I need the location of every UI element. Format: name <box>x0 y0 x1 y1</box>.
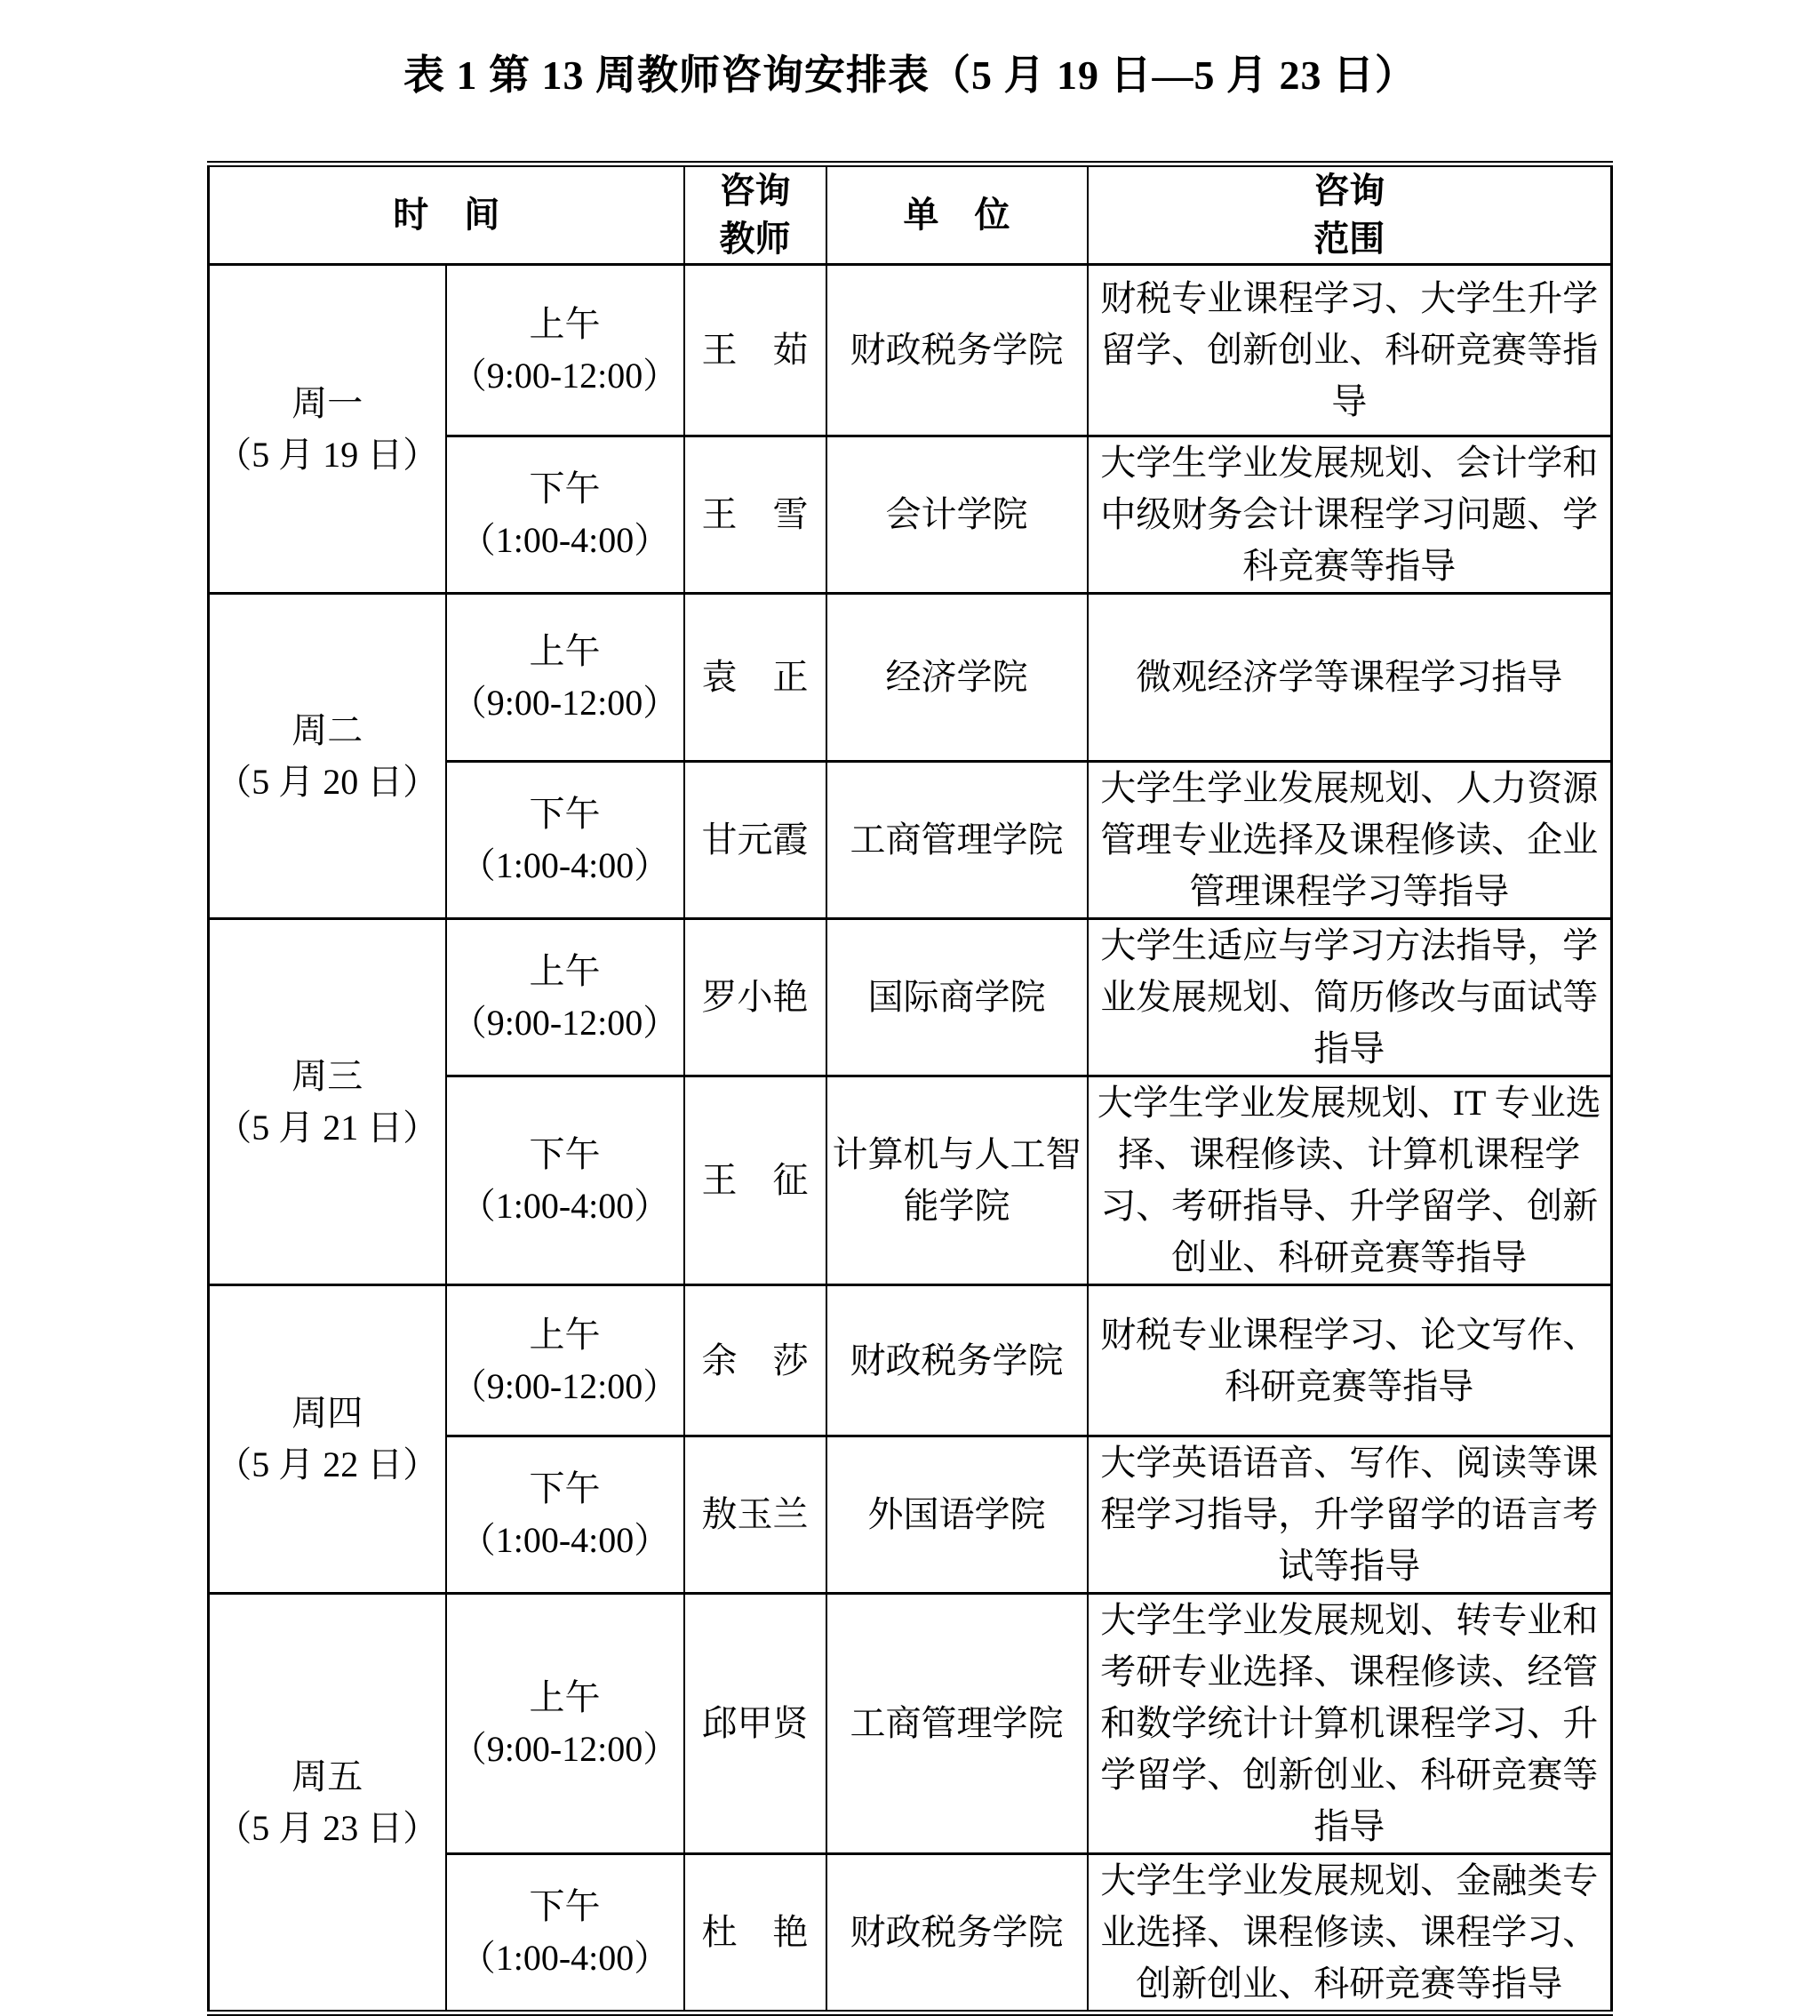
scope-cell: 大学生适应与学习方法指导，学业发展规划、简历修改与面试等指导 <box>1088 919 1612 1076</box>
period-time: （9:00-12:00） <box>451 1003 679 1043</box>
unit-cell: 财政税务学院 <box>826 1854 1088 2013</box>
day-label: 周一 <box>291 382 363 423</box>
teacher-cell: 邱甲贤 <box>684 1594 826 1854</box>
period-label: 上午 <box>529 1314 601 1355</box>
day-date: （5 月 21 日） <box>216 1107 439 1148</box>
day-cell-thursday <box>209 1285 446 1594</box>
unit-cell: 工商管理学院 <box>826 762 1088 919</box>
unit-cell: 财政税务学院 <box>826 265 1088 436</box>
header-teacher-line2: 教师 <box>719 219 791 259</box>
header-teacher <box>684 164 826 265</box>
scope-cell: 财税专业课程学习、大学生升学留学、创新创业、科研竞赛等指导 <box>1088 265 1612 436</box>
unit-cell: 外国语学院 <box>826 1436 1088 1594</box>
period-time: （9:00-12:00） <box>451 683 679 723</box>
scope-cell: 大学生学业发展规划、会计学和中级财务会计课程学习问题、学科竞赛等指导 <box>1088 436 1612 594</box>
teacher-cell: 杜 艳 <box>684 1854 826 2013</box>
day-date: （5 月 20 日） <box>216 761 439 802</box>
scope-cell: 微观经济学等课程学习指导 <box>1088 594 1612 762</box>
row-friday-am <box>209 1594 1612 1854</box>
day-date: （5 月 23 日） <box>216 1807 439 1848</box>
scope-cell: 大学生学业发展规划、金融类专业选择、课程修读、课程学习、创新创业、科研竞赛等指导 <box>1088 1854 1612 2013</box>
day-label: 周五 <box>291 1756 363 1796</box>
day-cell-friday <box>209 1594 446 2013</box>
period-label: 上午 <box>529 951 601 991</box>
period-cell <box>446 1285 684 1436</box>
day-label: 周二 <box>291 709 363 750</box>
scope-cell: 大学生学业发展规划、IT 专业选择、课程修读、计算机课程学习、考研指导、升学留学、创新创业、科研竞赛等指导 <box>1088 1076 1612 1285</box>
period-cell <box>446 1594 684 1854</box>
teacher-cell: 王 茹 <box>684 265 826 436</box>
period-label: 下午 <box>529 794 601 834</box>
header-unit: 单 位 <box>826 164 1088 265</box>
period-cell <box>446 265 684 436</box>
period-label: 上午 <box>529 631 601 671</box>
period-time: （1:00-4:00） <box>459 1520 670 1560</box>
period-cell <box>446 1076 684 1285</box>
row-monday-am <box>209 265 1612 436</box>
row-tuesday-am <box>209 594 1612 762</box>
period-label: 上午 <box>529 304 601 344</box>
header-scope-line1: 咨询 <box>1313 171 1385 211</box>
period-time: （1:00-4:00） <box>459 520 670 560</box>
unit-cell: 工商管理学院 <box>826 1594 1088 1854</box>
period-time: （9:00-12:00） <box>451 356 679 396</box>
header-time: 时 间 <box>209 164 684 265</box>
header-scope <box>1088 164 1612 265</box>
period-time: （9:00-12:00） <box>451 1365 679 1406</box>
day-label: 周三 <box>291 1055 363 1096</box>
day-date: （5 月 19 日） <box>216 434 439 475</box>
unit-cell: 经济学院 <box>826 594 1088 762</box>
scope-cell: 大学生学业发展规划、人力资源管理专业选择及课程修读、企业管理课程学习等指导 <box>1088 762 1612 919</box>
period-time: （1:00-4:00） <box>459 845 670 885</box>
consultation-schedule-table <box>207 161 1613 2016</box>
period-cell <box>446 436 684 594</box>
period-cell <box>446 762 684 919</box>
period-label: 下午 <box>529 1134 601 1174</box>
day-cell-monday <box>209 265 446 594</box>
teacher-cell: 罗小艳 <box>684 919 826 1076</box>
row-thursday-am <box>209 1285 1612 1436</box>
unit-cell: 财政税务学院 <box>826 1285 1088 1436</box>
teacher-cell: 余 莎 <box>684 1285 826 1436</box>
day-cell-wednesday <box>209 919 446 1285</box>
unit-cell: 计算机与人工智能学院 <box>826 1076 1088 1285</box>
period-label: 下午 <box>529 1886 601 1926</box>
period-cell <box>446 919 684 1076</box>
header-row <box>209 164 1612 265</box>
period-label: 下午 <box>529 1468 601 1508</box>
period-cell <box>446 1436 684 1594</box>
unit-cell: 国际商学院 <box>826 919 1088 1076</box>
period-cell <box>446 1854 684 2013</box>
period-cell <box>446 594 684 762</box>
period-time: （9:00-12:00） <box>451 1729 679 1769</box>
header-scope-line2: 范围 <box>1313 219 1385 259</box>
scope-cell: 大学生学业发展规划、转专业和考研专业选择、课程修读、经管和数学统计计算机课程学习、升学留学、创新创业、科研竞赛等指导 <box>1088 1594 1612 1854</box>
day-label: 周四 <box>291 1393 363 1433</box>
period-time: （1:00-4:00） <box>459 1938 670 1978</box>
period-label: 上午 <box>529 1677 601 1717</box>
teacher-cell: 王 雪 <box>684 436 826 594</box>
table-title: 表 1 第 13 周教师咨询安排表（5 月 19 日—5 月 23 日） <box>403 52 1417 98</box>
day-date: （5 月 22 日） <box>216 1444 439 1484</box>
teacher-cell: 敖玉兰 <box>684 1436 826 1594</box>
day-cell-tuesday <box>209 594 446 919</box>
teacher-cell: 袁 正 <box>684 594 826 762</box>
teacher-cell: 王 征 <box>684 1076 826 1285</box>
unit-cell: 会计学院 <box>826 436 1088 594</box>
teacher-cell: 甘元霞 <box>684 762 826 919</box>
row-wednesday-am <box>209 919 1612 1076</box>
header-teacher-line1: 咨询 <box>719 171 791 211</box>
scope-cell: 财税专业课程学习、论文写作、科研竞赛等指导 <box>1088 1285 1612 1436</box>
period-label: 下午 <box>529 468 601 508</box>
period-time: （1:00-4:00） <box>459 1186 670 1226</box>
scope-cell: 大学英语语音、写作、阅读等课程学习指导，升学留学的语言考试等指导 <box>1088 1436 1612 1594</box>
